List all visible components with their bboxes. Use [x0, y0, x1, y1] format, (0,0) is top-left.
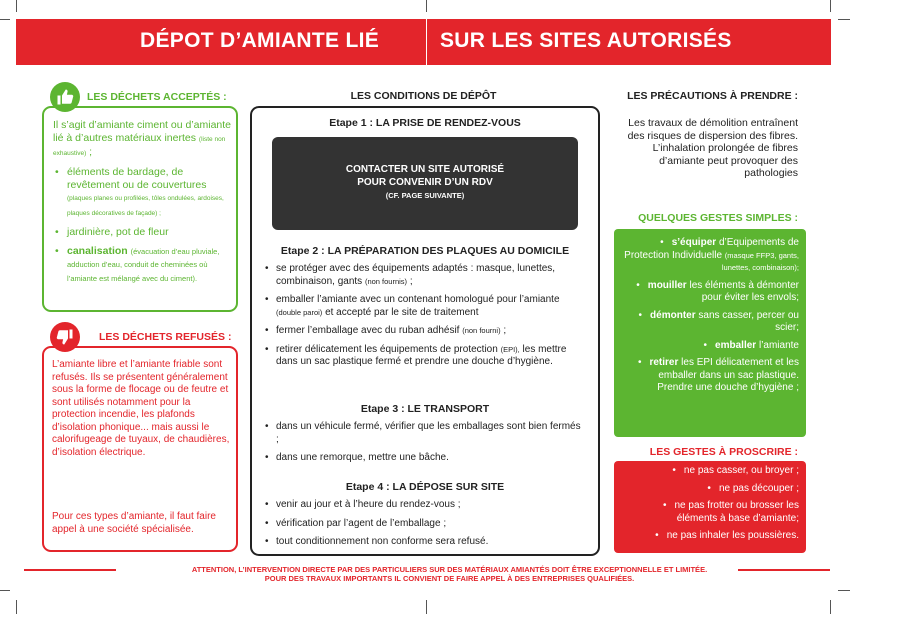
list-item: • canalisation (évacuation d’eau pluviale, adduction d’eau, conduit de cheminées où l’amiante est mélangé avec du ciment).	[54, 245, 232, 286]
refused-text: L’amiante libre et l’amiante friable sont refusés. Ils se présentent généralement sous la forme de flocage ou de feutre et sont utilisés notamment pour la protection incendie, les plafonds d’isolation phonique... mais aussi le calorifugeage de tuyaux, de chaudières, d’isolation électrique.	[52, 359, 230, 458]
accepted-intro	[53, 119, 233, 161]
step-4-list	[264, 499, 584, 555]
crop-mark	[0, 19, 10, 20]
cta-line-3: (CF. PAGE SUIVANTE)	[385, 191, 465, 200]
conditions-title: LES CONDITIONS DE DÉPÔT	[350, 90, 497, 102]
list-item: • vérification par l’agent de l’emballage ;	[264, 518, 584, 531]
refused-title: LES DÉCHETS REFUSÉS :	[99, 331, 232, 343]
list-item: • tout conditionnement non conforme sera refusé.	[264, 536, 584, 549]
cta-line-1: CONTACTER UN SITE AUTORISÉ	[345, 164, 505, 175]
refused-text-2: Pour ces types d’amiante, il faut faire appel à une société spécialisée.	[52, 511, 216, 535]
accepted-title: LES DÉCHETS ACCEPTÉS :	[87, 91, 227, 103]
precautions-title: LES PRÉCAUTIONS À PRENDRE :	[627, 90, 798, 102]
step-2-title: Etape 2 : LA PRÉPARATION DES PLAQUES AU DOMICILE	[280, 245, 570, 257]
cta-box	[272, 137, 578, 230]
crop-mark	[426, 600, 427, 614]
step-1-title: Etape 1 : LA PRISE DE RENDEZ-VOUS	[329, 117, 521, 129]
list-item: • dans un véhicule fermé, vérifier que les emballages sont bien fermés ;	[264, 421, 584, 446]
forbidden-item: • ne pas découper ;	[707, 482, 799, 494]
crop-mark	[16, 0, 17, 12]
crop-mark	[838, 19, 850, 20]
gestures-panel	[614, 229, 806, 437]
header-title-right: SUR LES SITES AUTORISÉS	[440, 29, 732, 52]
forbidden-item: • ne pas casser, ou broyer ;	[672, 465, 799, 476]
header-title-left: DÉPOT D’AMIANTE LIÉ	[140, 29, 380, 52]
step-3-title: Etape 3 : LE TRANSPORT	[360, 403, 490, 415]
list-item: • éléments de bardage, de revêtement ou de couvertures (plaques planes ou profilées, tôles ondulées, ardoises, plaques décoratives de façade) ;	[54, 166, 232, 220]
crop-mark	[838, 590, 850, 591]
list-item: • jardinière, pot de fleur	[54, 226, 232, 239]
accepted-intro-end: ;	[89, 146, 93, 158]
gesture-item: • s’équiper d’Equipements de Protection Individuelle (masque FFP3, gants, lunettes, combinaison);	[624, 237, 799, 272]
step-2-list	[264, 263, 584, 375]
crop-mark	[16, 600, 17, 614]
list-item: • retirer délicatement les équipements de protection (EPI), les mettre dans un sac plastique fermé et prendre une douche d’hygiène.	[264, 344, 584, 369]
forbidden-panel	[614, 461, 806, 553]
crop-mark	[830, 600, 831, 614]
gesture-item: • mouiller les éléments à démonter pour éviter les envols;	[636, 279, 799, 303]
forbidden-item: • ne pas inhaler les poussières.	[655, 530, 799, 541]
accepted-list	[54, 166, 232, 291]
gesture-item: • retirer les EPI délicatement et les emballer dans un sac plastique. Prendre une douche d’hygiène ;	[637, 357, 799, 393]
crop-mark	[830, 0, 831, 12]
crop-mark	[0, 590, 10, 591]
gestures-title: QUELQUES GESTES SIMPLES :	[638, 212, 798, 224]
list-item: • dans une remorque, mettre une bâche.	[264, 452, 584, 465]
cta-line-2: POUR CONVENIR D’UN RDV	[357, 177, 493, 188]
forbidden-item: • ne pas frotter ou brosser les éléments à base d’amiante;	[662, 500, 799, 524]
banner-separator	[426, 19, 427, 65]
gesture-item: • démonter sans casser, percer ou scier;	[638, 309, 799, 333]
list-item: • fermer l’emballage avec du ruban adhésif (non fourni) ;	[264, 325, 584, 338]
accepted-intro-note: (liste non exhaustive)	[53, 135, 226, 157]
list-item: • emballer l’amiante avec un contenant homologué pour l’amiante (double paroi) et accepté par le site de traitement	[264, 294, 584, 319]
accepted-intro-text: Il s’agit d’amiante ciment ou d’amiante lié à d’autres matériaux inertes	[53, 119, 232, 144]
list-item: • se protéger avec des équipements adaptés : masque, lunettes, combinaison, gants (non fournis) ;	[264, 263, 584, 288]
footer-line-2: POUR DES TRAVAUX IMPORTANTS IL CONVIENT DE FAIRE APPEL À DES ENTREPRISES QUALIFIÉES.	[264, 574, 635, 583]
step-3-list	[264, 421, 584, 471]
step-4-title: Etape 4 : LA DÉPOSE SUR SITE	[345, 481, 505, 493]
list-item: • venir au jour et à l’heure du rendez-vous ;	[264, 499, 584, 512]
crop-mark	[426, 0, 427, 12]
gesture-item: • emballer l’amiante	[703, 339, 799, 351]
forbidden-title: LES GESTES À PROSCRIRE :	[649, 446, 798, 458]
footer-line-1: ATTENTION, L’INTERVENTION DIRECTE PAR DES PARTICULIERS SUR DES MATÉRIAUX AMIANTÉS DOIT ÊTRE EXCEPTIONNELLE ET LIMITÉE.	[191, 565, 708, 574]
precautions-text: Les travaux de démolition entraînent des risques de dispersion des fibres. L’inhalation prolongée de fibres d’amiante peut provoquer des pathologies	[627, 117, 798, 179]
